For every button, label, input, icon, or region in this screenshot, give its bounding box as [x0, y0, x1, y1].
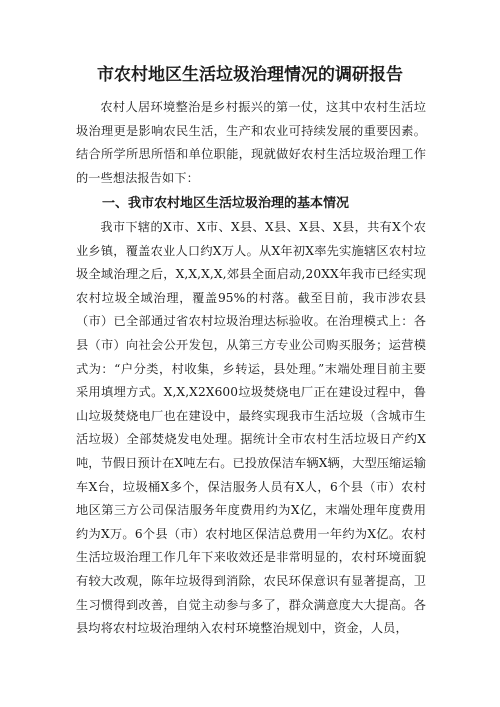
section-heading: 一、我市农村地区生活垃圾治理的基本情况 [102, 196, 350, 211]
document-title: 市农村地区生活垃圾治理情况的调研报告 [97, 65, 403, 85]
intro-paragraph: 农村人居环境整治是乡村振兴的第一仗，这其中农村生活垃圾治理更是影响农民生活，生产和农业可持续发展的重要因素。结合所学所思所悟和单位职能，现就做好农村生活垃圾治理工作的一些想法报告如下： [76, 100, 426, 185]
section-body-paragraph: 我市下辖的X市、X市、X县、X县、X县、X县，共有X个农业乡镇，覆盖农业人口约X万人。从X年初X率先实施辖区农村垃圾全域治理之后，X,X,X,X,郊县全面启动,20XX年我市已经实现农村垃圾全域治理，覆盖95%的村落。截至目前，我市涉农县（市）已全部通过省农村垃圾治理达标验收。在治理模式上：各县（市）向社会公开发包，从第三方专业公司购买服务；运营模式为：“户分类，村收集，乡转运，县处理。”末端处理目前主要采用填埋方式。X,X,X2X600垃圾焚烧电厂正在建设过程中，鲁山垃圾焚烧电厂也在建设中，最终实现我市生活垃圾（含城市生活垃圾）全部焚烧发电处理。据统计全市农村生活垃圾日产约X吨，节假日预计在X吨左右。已投放保洁车辆X辆，大型压缩运输车X台，垃圾桶X多个，保洁服务人员有X人，6个县（市）农村地区第三方公司保洁服务年度费用约为X亿，末端处理年度费用约为X万。6个县（市）农村地区保洁总费用一年约为X亿。农村生活垃圾治理工作几年下来收效还是非常明显的，农村环境面貌有较大改观，陈年垃圾得到消除，农民环保意识有显著提高，卫生习惯得到改善，自觉主动参与多了，群众满意度大大提高。各县均将农村垃圾治理纳入农村环境整治规划中，资金，人员， [76, 220, 426, 636]
